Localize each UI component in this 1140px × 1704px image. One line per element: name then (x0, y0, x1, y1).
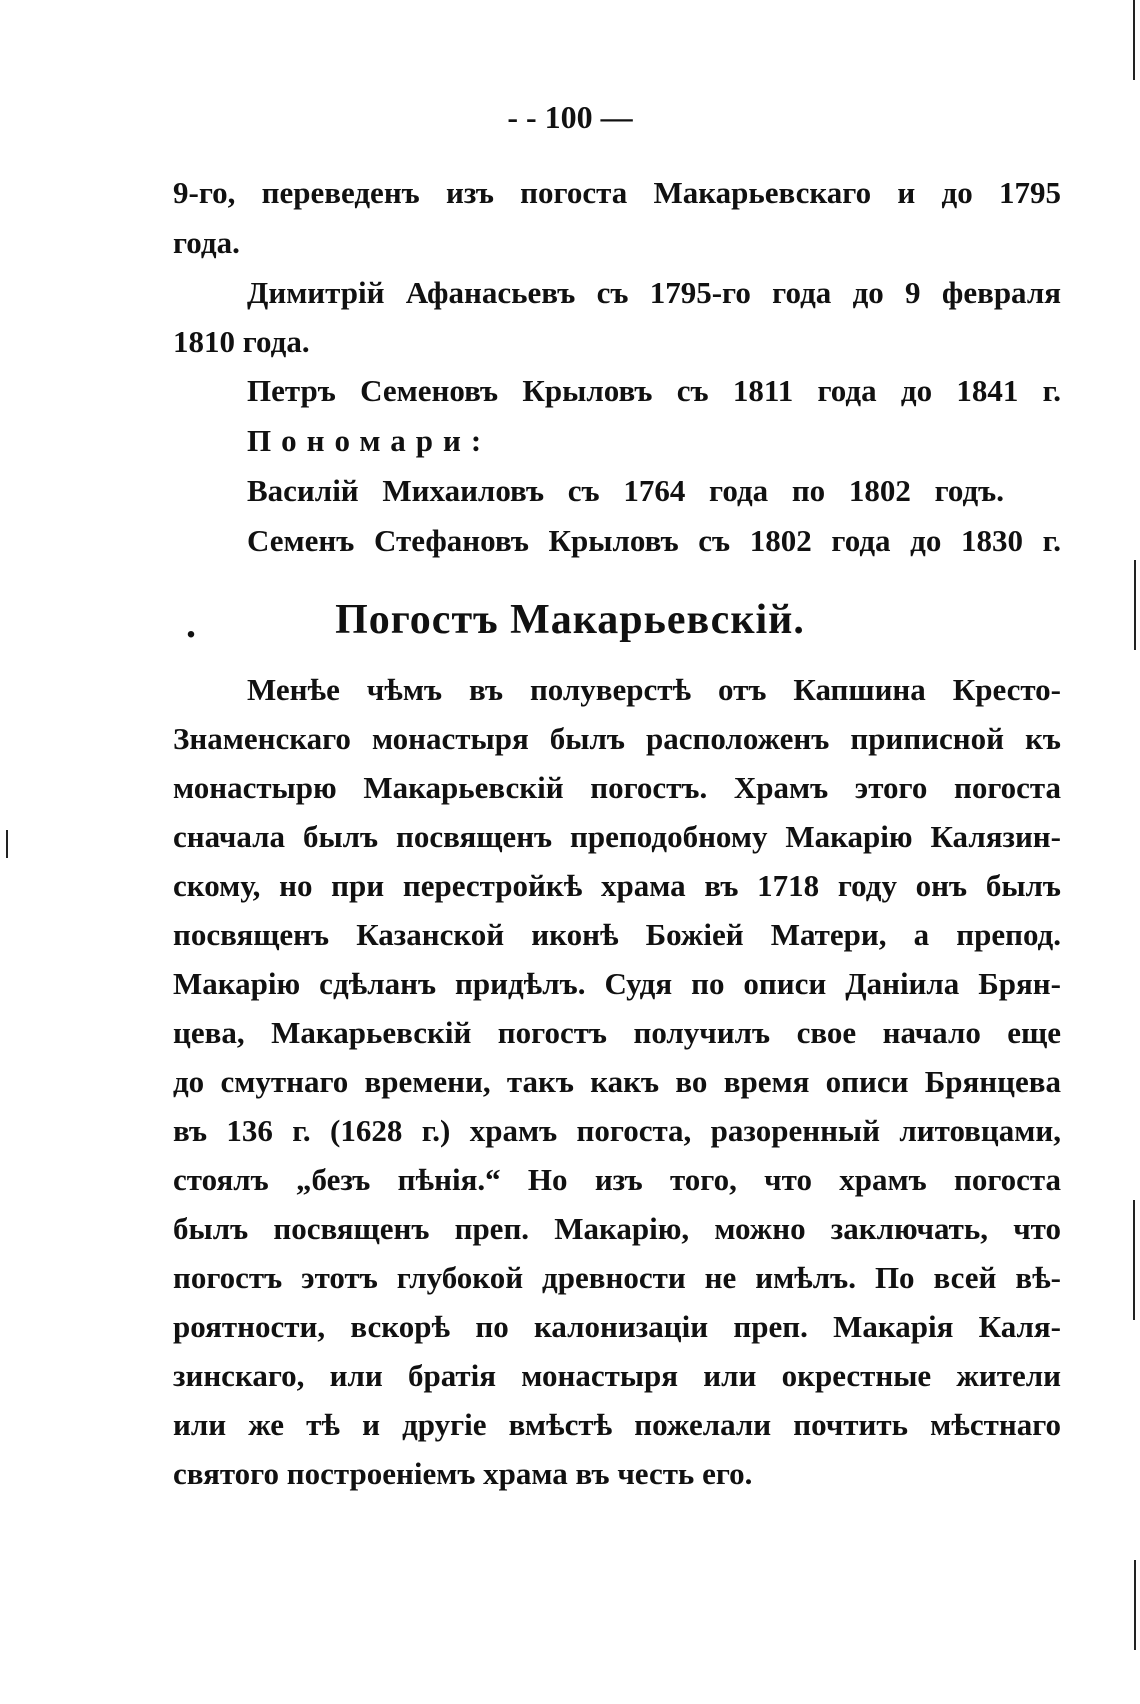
paragraph-line: въ 136 г. (1628 г.) храмъ погоста, разоренный литовцами, (173, 1113, 1061, 1148)
paragraph-line: до смутнаго времени, такъ какъ во время описи Брянцева (173, 1064, 1061, 1099)
heading-dot: . (186, 601, 196, 646)
paragraph-line: скому, но при перестройкѣ храма въ 1718 году онъ былъ (173, 868, 1061, 903)
paragraph-line: или же тѣ и другіе вмѣстѣ пожелали почтить мѣстнаго (173, 1407, 1061, 1442)
text-line: Димитрій Афанасьевъ съ 1795-го года до 9 февраля (247, 275, 1061, 310)
paragraph-line: посвященъ Казанской иконѣ Божіей Матери, а препод. (173, 917, 1061, 952)
paragraph-line: Макарію сдѣланъ придѣлъ. Судя по описи Даніила Брян- (173, 966, 1061, 1001)
scan-edge-mark (1134, 1560, 1136, 1650)
scan-edge-mark (1134, 560, 1136, 650)
paragraph-line: Менѣе чѣмъ въ полуверстѣ отъ Капшина Кресто- (247, 672, 1061, 707)
text-line: 9-го, переведенъ изъ погоста Макарьевскаго и до 1795 (173, 175, 1061, 210)
paragraph-line: роятности, вскорѣ по калонизаціи преп. Макарія Каля- (173, 1309, 1061, 1344)
paragraph-line: монастырю Макарьевскій погостъ. Храмъ этого погоста (173, 770, 1061, 805)
paragraph-line: святого построеніемъ храма въ честь его. (173, 1456, 753, 1491)
paragraph-line: былъ посвященъ преп. Макарію, можно заключать, что (173, 1211, 1061, 1246)
paragraph-line: цева, Макарьевскій погостъ получилъ свое начало еще (173, 1015, 1061, 1050)
paragraph-line: Знаменскаго монастыря былъ расположенъ приписной къ (173, 721, 1061, 756)
scan-edge-mark (1133, 0, 1135, 80)
section-label-ponomari: Пономари: (247, 423, 492, 458)
text-line: Петръ Семеновъ Крыловъ съ 1811 года до 1841 г. (247, 373, 1061, 408)
text-line: Семенъ Стефановъ Крыловъ съ 1802 года до 1830 г. (247, 523, 1061, 558)
paragraph-line: сначала былъ посвященъ преподобному Макарію Калязин- (173, 819, 1061, 854)
section-heading: Погостъ Макарьевскій. (335, 597, 805, 643)
text-line: Василій Михаиловъ съ 1764 года по 1802 годъ. (247, 473, 1004, 508)
scan-edge-mark (6, 830, 8, 858)
paragraph-line: погостъ этотъ глубокой древности не имѣлъ. По всей вѣ- (173, 1260, 1061, 1295)
paragraph-line: стоялъ „безъ пѣнія.“ Но изъ того, что храмъ погоста (173, 1162, 1061, 1197)
scan-edge-mark (1133, 1200, 1135, 1320)
paragraph-line: зинскаго, или братія монастыря или окрестные жители (173, 1358, 1061, 1393)
text-line: 1810 года. (173, 324, 310, 359)
page-number: - - 100 — (507, 99, 633, 135)
text-line: года. (173, 225, 240, 260)
